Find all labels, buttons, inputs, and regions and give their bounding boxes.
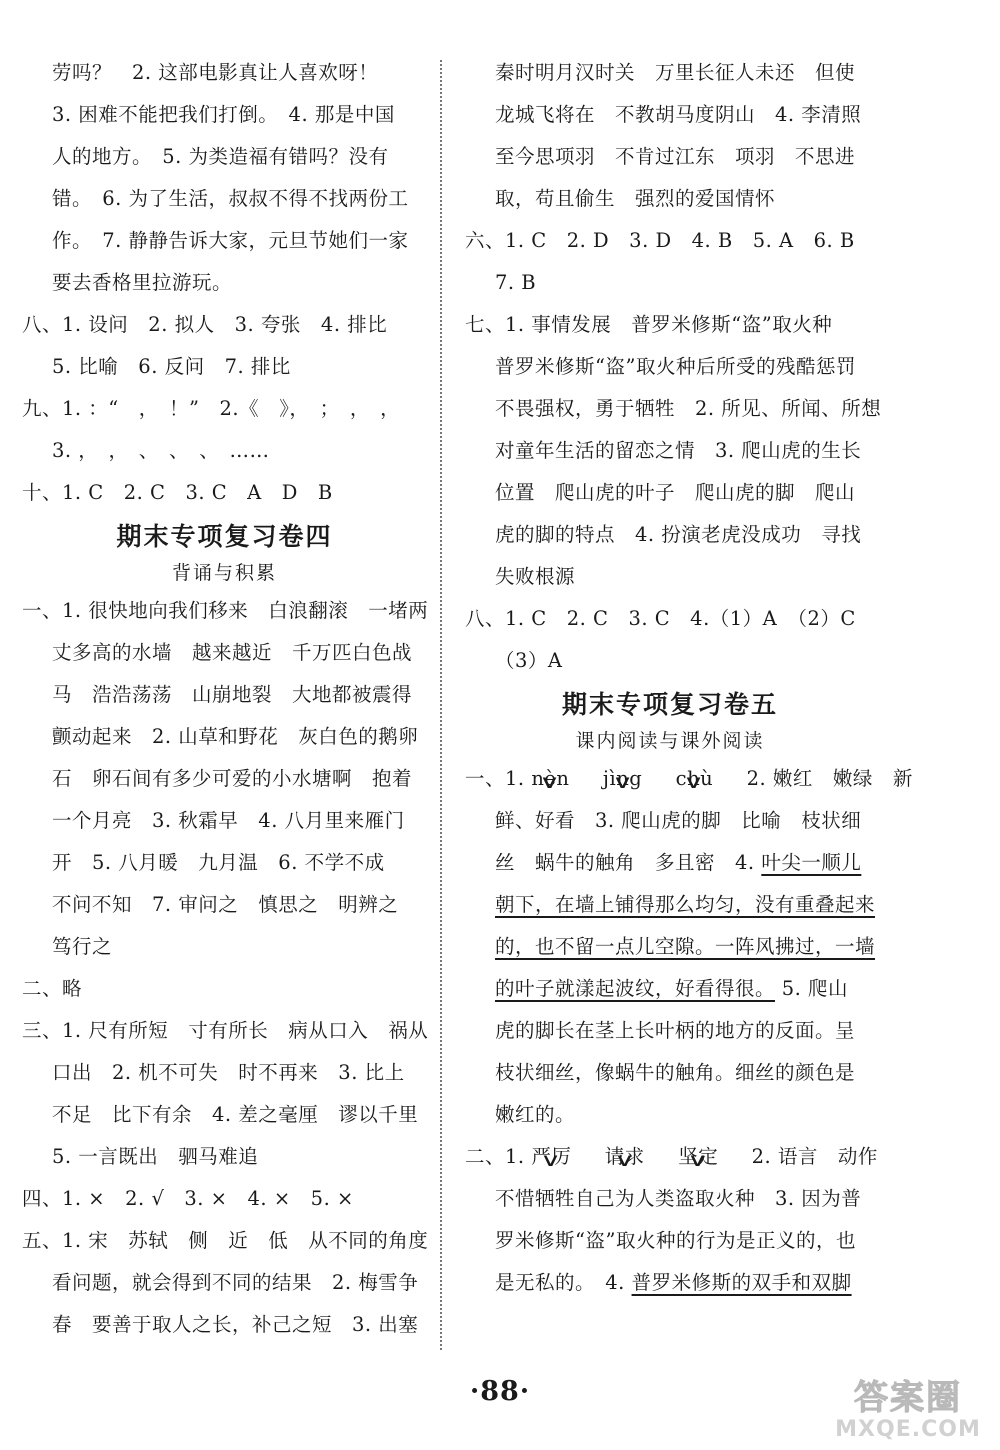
pinyin-answer: nèn ∨ xyxy=(531,758,569,800)
text-line: 二、略 xyxy=(22,977,83,1000)
section-title: 期末专项复习卷四 xyxy=(116,522,333,551)
underlined-text: 朝下，在墙上铺得那么均匀，没有重叠起来 xyxy=(495,893,876,916)
text-line: 虎的脚的特点 4. 扮演老虎没成功 寻找 xyxy=(495,523,862,546)
text-fragment: 丝 蜗牛的触角 多且密 4. xyxy=(495,851,762,874)
text-line: 十、1. C 2. C 3. C A D B xyxy=(22,481,333,504)
text-line: 5. 比喻 6. 反问 7. 排比 xyxy=(52,355,291,378)
text-line xyxy=(465,968,875,1010)
text-line: 3. 困难不能把我们打倒。 4. 那是中国 xyxy=(52,103,395,126)
text-line: 取，苟且偷生 强烈的爱国情怀 xyxy=(495,187,776,210)
underlined-text: 普罗米修斯的双手和双脚 xyxy=(631,1271,852,1294)
text-line: 虎的脚长在茎上长叶柄的地方的反面。呈 xyxy=(495,1019,856,1042)
text-line: 不畏强权，勇于牺牲 2. 所见、所闻、所想 xyxy=(495,397,882,420)
spacer xyxy=(651,1145,671,1168)
text-line: 马 浩浩荡荡 山崩地裂 大地都被震得 xyxy=(52,683,413,706)
section-title: 期末专项复习卷五 xyxy=(561,690,778,719)
text-line xyxy=(465,842,875,884)
text-line: （3）A xyxy=(495,649,563,672)
text-fragment: 是无私的。 4. xyxy=(495,1271,632,1294)
text-line: 作。 7. 静静告诉大家，元旦节她们一家 xyxy=(52,229,409,252)
tone-answer: 严厉 ∨ xyxy=(531,1136,571,1178)
text-line: 八、1. C 2. C 3. C 4.（1）A （2）C xyxy=(465,607,856,630)
tone-answer: 坚定 ∨ xyxy=(678,1136,718,1178)
underlined-text: 的叶子就漾起波纹，好看得很。 xyxy=(495,977,776,1000)
text-line: 颤动起来 2. 山草和野花 灰白色的鹅卵 xyxy=(52,725,419,748)
underlined-text: 叶尖一顺儿 xyxy=(761,851,862,874)
text-line: 一个月亮 3. 秋霜早 4. 八月里来雁门 xyxy=(52,809,405,832)
text-line: 鲜、好看 3. 爬山虎的脚 比喻 枝状细 xyxy=(495,809,862,832)
text-line: 开 5. 八月暖 九月温 6. 不学不成 xyxy=(52,851,385,874)
text-line: 石 卵石间有多少可爱的小水塘啊 抱着 xyxy=(52,767,413,790)
text-line: 人的地方。 5. 为类造福有错吗？没有 xyxy=(52,145,389,168)
spacer xyxy=(649,767,669,790)
text-line: 普罗米修斯“盗”取火种后所受的残酷惩罚 xyxy=(495,355,856,378)
text-line: 三、1. 尺有所短 寸有所长 病从口入 祸从 xyxy=(22,1019,429,1042)
text-line: 枝状细丝，像蜗牛的触角。细丝的颜色是 xyxy=(495,1061,856,1084)
text-line: 八、1. 设问 2. 拟人 3. 夸张 4. 排比 xyxy=(22,313,388,336)
text-line: 嫩红的。 xyxy=(495,1103,576,1126)
text-fragment: 2. 语言 动作 xyxy=(751,1145,878,1168)
text-line: 要去香格里拉游玩。 xyxy=(52,271,233,294)
watermark-url: MXQE.COM xyxy=(835,1417,981,1442)
text-line: 笃行之 xyxy=(52,935,113,958)
right-column xyxy=(465,52,913,1304)
underlined-text: 的，也不留一点儿空隙。一阵风拂过，一墙 xyxy=(495,935,876,958)
text-fragment: 5. 爬山 xyxy=(781,977,849,1000)
text-line: 5. 一言既出 驷马难追 xyxy=(52,1145,259,1168)
tone-answer: 请求 ∨ xyxy=(605,1136,645,1178)
spacer xyxy=(720,767,740,790)
text-line xyxy=(465,884,875,926)
watermark-text: 答案圈 xyxy=(854,1378,962,1418)
pinyin-answer: chù ∨ xyxy=(676,758,714,800)
text-line: 九、1. ：“ ， ！” 2.《 》， ； ， ， xyxy=(22,397,401,420)
text-line xyxy=(465,926,875,968)
text-line: 龙城飞将在 不教胡马度阴山 4. 李清照 xyxy=(495,103,862,126)
text-line: 不问不知 7. 审问之 慎思之 明辨之 xyxy=(52,893,399,916)
text-line: 不足 比下有余 4. 差之毫厘 谬以千里 xyxy=(52,1103,419,1126)
text-line: 四、1. × 2. √ 3. × 4. × 5. × xyxy=(22,1187,354,1210)
text-line: 错。 6. 为了生活，叔叔不得不找两份工 xyxy=(52,187,409,210)
text-fragment: 2. 嫩红 嫩绿 新 xyxy=(746,767,913,790)
text-line: 春 要善于取人之长，补己之短 3. 出塞 xyxy=(52,1313,419,1336)
text-line: 一、1. 很快地向我们移来 白浪翻滚 一堵两 xyxy=(22,599,429,622)
page-number: ·88· xyxy=(469,1376,531,1407)
text-line: 至今思项羽 不肯过江东 项羽 不思进 xyxy=(495,145,856,168)
text-line: 看问题，就会得到不同的结果 2. 梅雪争 xyxy=(52,1271,419,1294)
spacer xyxy=(725,1145,745,1168)
left-column xyxy=(22,52,427,1346)
text-line: 失败根源 xyxy=(495,565,576,588)
pinyin-answer: jìng ∨ xyxy=(603,758,642,800)
text-line xyxy=(465,1136,878,1178)
section-subtitle: 课内阅读与课外阅读 xyxy=(575,730,765,752)
text-line: 口出 2. 机不可失 时不再来 3. 比上 xyxy=(52,1061,405,1084)
text-line: 对童年生活的留恋之情 3. 爬山虎的生长 xyxy=(495,439,862,462)
text-line: 七、1. 事情发展 普罗米修斯“盗”取火种 xyxy=(465,313,833,336)
text-fragment: 一、1. xyxy=(465,767,532,790)
text-line: 五、1. 宋 苏轼 侧 近 低 从不同的角度 xyxy=(22,1229,429,1252)
text-line: 罗米修斯“盗”取火种的行为是正义的，也 xyxy=(495,1229,856,1252)
text-line: 位置 爬山虎的叶子 爬山虎的脚 爬山 xyxy=(495,481,856,504)
text-line xyxy=(465,758,913,800)
text-line: 不惜牺牲自己为人类盗取火种 3. 因为普 xyxy=(495,1187,862,1210)
text-line: 7. B xyxy=(495,271,537,294)
spacer xyxy=(576,767,596,790)
column-divider xyxy=(440,60,442,1350)
section-subtitle: 背诵与积累 xyxy=(171,562,277,584)
text-fragment: 二、1. xyxy=(465,1145,532,1168)
text-line: 秦时明月汉时关 万里长征人未还 但使 xyxy=(495,61,856,84)
text-line: 六、1. C 2. D 3. D 4. B 5. A 6. B xyxy=(465,229,855,252)
text-line: 3. ， ， 、 、 、 …… xyxy=(52,439,270,462)
spacer xyxy=(578,1145,598,1168)
watermark-logo xyxy=(822,1378,994,1446)
text-line xyxy=(465,1262,875,1304)
text-line: 劳吗？ 2. 这部电影真让人喜欢呀！ xyxy=(52,61,379,84)
text-line: 丈多高的水墙 越来越近 千万匹白色战 xyxy=(52,641,413,664)
